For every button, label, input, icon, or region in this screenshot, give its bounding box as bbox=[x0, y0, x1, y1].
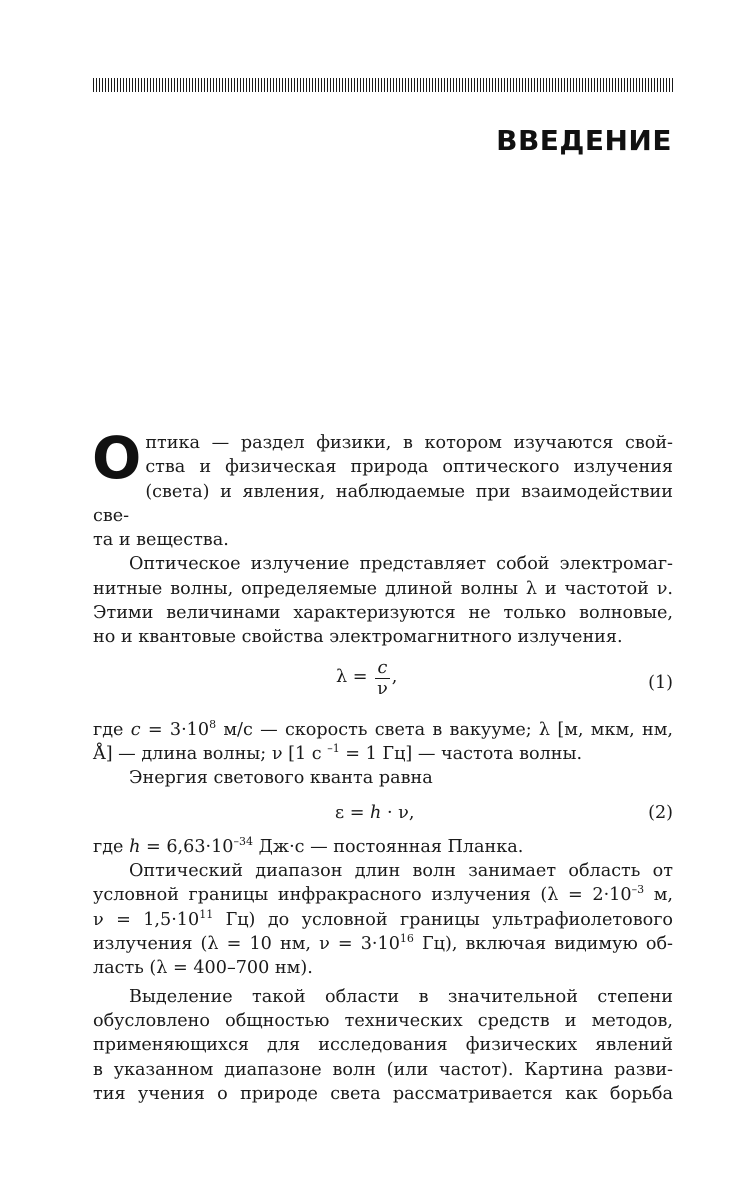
paragraph-line: где $h = 6,63\cdot 10^{-34}$ Дж·с — постоянная Планка. bbox=[93, 835, 524, 857]
paragraph-line: Этими величинами характеризуются не только волновые, bbox=[93, 603, 673, 624]
header-rule bbox=[93, 78, 673, 92]
paragraph-line: применяющихся для исследования физических явлений bbox=[93, 1035, 673, 1056]
formula-2-expression: ε = h · ν, bbox=[335, 802, 415, 823]
paragraph-line: (света) и явления, наблюдаемые при взаимодействии све- bbox=[93, 481, 673, 526]
paragraph-line: тия учения о природе света рассматривается как борьба bbox=[93, 1083, 673, 1104]
body-text bbox=[92, 424, 674, 1106]
paragraph-line: излучения (λ = 10 нм, $\nu = 3\cdot 10^{16}$ Гц), включая видимую об- bbox=[93, 932, 673, 955]
paragraph-line: нитные волны, определяемые длиной волны λ и частотой ν. bbox=[93, 578, 673, 599]
paragraph-line: Выделение такой области в значительной степени bbox=[129, 986, 673, 1007]
chapter-title: ВВЕДЕНИЕ bbox=[496, 124, 672, 157]
paragraph-line: в указанном диапазоне волн (или частот). Картина разви- bbox=[93, 1059, 673, 1080]
paragraph-line: Энергия светового кванта равна bbox=[129, 768, 433, 789]
formula-2 bbox=[93, 801, 673, 825]
fraction bbox=[375, 658, 390, 699]
formula-1 bbox=[93, 658, 673, 708]
fraction-denominator: ν bbox=[377, 678, 388, 699]
paragraph-line: ства и физическая природа оптического излучения bbox=[145, 457, 673, 478]
paragraph-line: условной границы инфракрасного излучения ($\lambda = 2\cdot 10^{-3}$ м, bbox=[93, 883, 673, 906]
paragraph-line: Оптическое излучение представляет собой электромаг- bbox=[129, 554, 673, 575]
paragraph-line: ласть (λ = 400–700 нм). bbox=[93, 958, 313, 979]
paragraph-line: $\nu = 1,5\cdot 10^{11}$ Гц) до условной границы ультрафиолетового bbox=[93, 907, 674, 930]
paragraph-line: птика — раздел физики, в котором изучаются свой- bbox=[145, 433, 673, 453]
fraction-numerator: c bbox=[375, 658, 390, 679]
equation-number: (2) bbox=[648, 802, 673, 823]
drop-cap: О bbox=[92, 424, 142, 492]
equation-number: (1) bbox=[648, 672, 673, 693]
formula-1-expression: λ = $\frac{c}{\nu}$ , bbox=[336, 657, 398, 699]
paragraph-line: где $c = 3\cdot 10^8$ м/с — скорость света в вакууме; λ [м, мкм, нм, bbox=[93, 717, 673, 740]
paragraph-line: Оптический диапазон длин волн занимает область от bbox=[129, 861, 673, 882]
paragraph-line: обусловлено общностью технических средств и методов, bbox=[93, 1010, 673, 1031]
paragraph-line: Å] — длина волны; ν [1 с $^{-1}$ = 1 Гц] — частота волны. bbox=[93, 742, 583, 764]
paragraph-line: та и вещества. bbox=[93, 530, 229, 551]
paragraph-line: но и квантовые свойства электромагнитного излучения. bbox=[93, 627, 623, 648]
